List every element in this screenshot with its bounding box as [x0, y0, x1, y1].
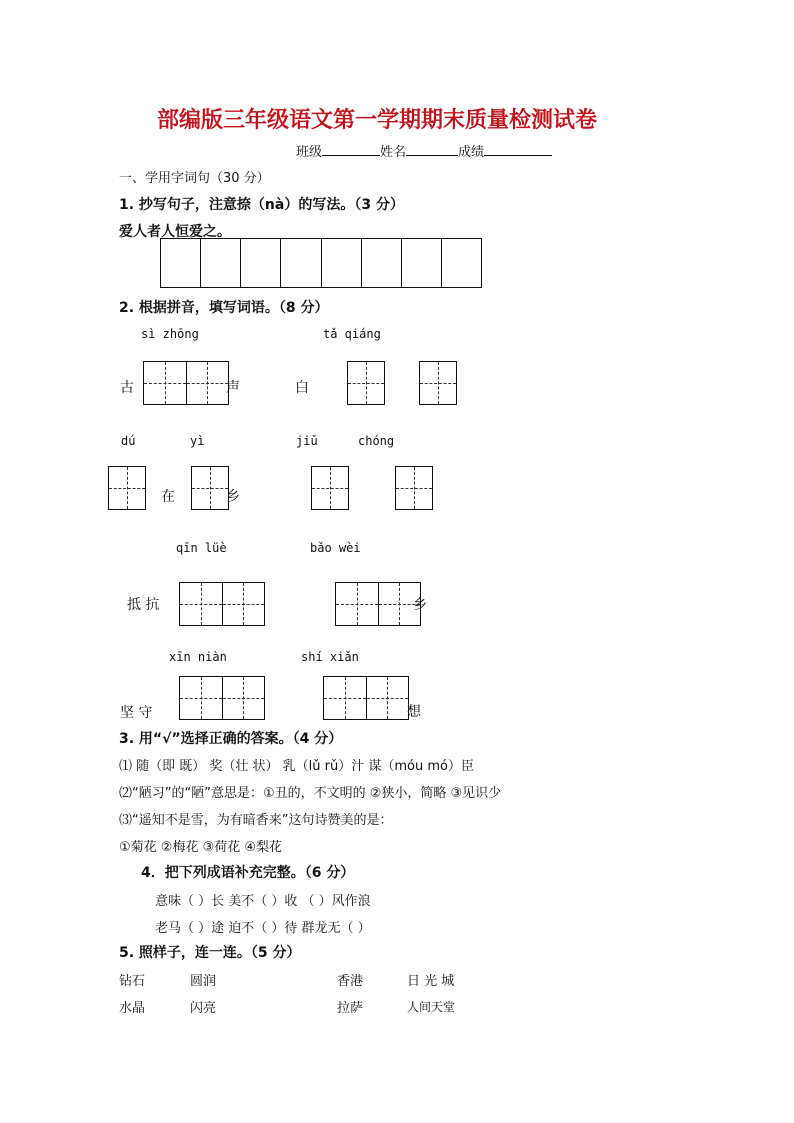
- tianzige-box[interactable]: [395, 466, 433, 510]
- match-item[interactable]: 闪亮: [190, 1001, 217, 1016]
- class-blank[interactable]: [322, 143, 380, 156]
- pinyin: xīn niàn: [169, 650, 227, 664]
- tianzige-box[interactable]: [179, 676, 265, 720]
- q3-options: ①菊花 ②梅花 ③荷花 ④梨花: [119, 840, 283, 855]
- copy-cell[interactable]: [241, 239, 281, 287]
- tianzige-cell[interactable]: [192, 467, 228, 509]
- tianzige-cell[interactable]: [223, 583, 265, 625]
- tianzige-box[interactable]: [179, 582, 265, 626]
- tianzige-box[interactable]: [311, 466, 349, 510]
- tianzige-cell[interactable]: [336, 583, 379, 625]
- tianzige-box[interactable]: [347, 361, 385, 405]
- copy-cell[interactable]: [362, 239, 402, 287]
- pinyin: shí xiǎn: [301, 650, 359, 664]
- tianzige-box[interactable]: [335, 582, 421, 626]
- match-item[interactable]: 日 光 城: [407, 974, 455, 989]
- tianzige-cell[interactable]: [109, 467, 145, 509]
- q3-item-2: ⑵“陋习”的“陋”意思是：①丑的，不文明的 ②狭小，简略 ③见识少: [119, 786, 502, 801]
- score-label: 成绩: [458, 145, 485, 160]
- pinyin: yì: [190, 434, 205, 448]
- copy-cell[interactable]: [442, 239, 481, 287]
- given-char: 声: [226, 380, 240, 396]
- given-char: 乡: [413, 597, 427, 613]
- pinyin: qīn lüè: [176, 541, 227, 555]
- tianzige-box[interactable]: [323, 676, 409, 720]
- student-info: [296, 141, 552, 160]
- q4-line-1: 意味（ ）长 美不（ ）收 （ ）风作浪: [155, 894, 371, 909]
- pinyin: sì zhōng: [141, 327, 199, 341]
- copy-cell[interactable]: [201, 239, 241, 287]
- q4-heading: 4．把下列成语补充完整。（6 分）: [141, 865, 355, 881]
- tianzige-box[interactable]: [108, 466, 146, 510]
- given-char: 在: [161, 489, 175, 505]
- q1-sentence: 爱人者人恒爱之。: [119, 224, 231, 240]
- tianzige-cell[interactable]: [187, 362, 229, 404]
- class-label: 班级: [296, 145, 323, 160]
- q5-heading: 5. 照样子，连一连。（5 分）: [119, 945, 301, 961]
- tianzige-cell[interactable]: [348, 362, 384, 404]
- copy-cell[interactable]: [322, 239, 362, 287]
- tianzige-cell[interactable]: [367, 677, 409, 719]
- tianzige-box[interactable]: [419, 361, 457, 405]
- match-item[interactable]: 圆润: [190, 974, 217, 989]
- copy-cell[interactable]: [281, 239, 321, 287]
- q4-line-2: 老马（ ）途 迫不（ ）待 群龙无（ ）: [155, 921, 371, 936]
- q3-heading: 3. 用“√”选择正确的答案。（4 分）: [119, 731, 343, 747]
- match-item[interactable]: 拉萨: [337, 1001, 364, 1016]
- pinyin: dú: [121, 434, 136, 448]
- section-heading: 一、学用字词句（30 分）: [119, 171, 270, 186]
- q3-item-3: ⑶“遥知不是雪，为有暗香来”这句诗赞美的是：: [119, 813, 393, 828]
- match-item[interactable]: 人间天堂: [407, 1000, 456, 1014]
- tianzige-cell[interactable]: [180, 677, 223, 719]
- copy-grid[interactable]: [160, 238, 482, 288]
- given-word: 坚 守: [120, 705, 153, 721]
- name-label: 姓名: [380, 145, 407, 160]
- tianzige-box[interactable]: [191, 466, 229, 510]
- given-char: 白: [295, 380, 309, 396]
- q3-item-1: ⑴ 随（即 既） 奖（壮 状） 乳（lǔ rǔ）汁 谋（móu mó）臣: [119, 759, 474, 774]
- tianzige-box[interactable]: [143, 361, 229, 405]
- tianzige-cell[interactable]: [312, 467, 348, 509]
- copy-cell[interactable]: [161, 239, 201, 287]
- copy-cell[interactable]: [402, 239, 442, 287]
- score-blank[interactable]: [484, 143, 552, 156]
- tianzige-cell[interactable]: [180, 583, 223, 625]
- tianzige-cell[interactable]: [223, 677, 265, 719]
- pinyin: chóng: [358, 434, 395, 448]
- tianzige-cell[interactable]: [396, 467, 432, 509]
- given-word: 抵 抗: [127, 597, 160, 613]
- given-char: 乡: [226, 489, 240, 505]
- given-char: 古: [120, 380, 134, 396]
- q2-heading: 2. 根据拼音，填写词语。（8 分）: [119, 300, 329, 316]
- name-blank[interactable]: [406, 143, 458, 156]
- match-item[interactable]: 水晶: [119, 1001, 146, 1016]
- match-item[interactable]: 香港: [337, 974, 364, 989]
- pinyin: jiǔ: [296, 434, 318, 448]
- given-char: 想: [407, 704, 421, 720]
- pinyin: bǎo wèi: [310, 541, 361, 555]
- match-item[interactable]: 钻石: [119, 974, 146, 989]
- page-title: 部编版三年级语文第一学期期末质量检测试卷: [157, 107, 598, 133]
- tianzige-cell[interactable]: [144, 362, 187, 404]
- pinyin: tǎ qiáng: [323, 327, 381, 341]
- tianzige-cell[interactable]: [324, 677, 367, 719]
- tianzige-cell[interactable]: [420, 362, 456, 404]
- q1-heading: 1. 抄写句子，注意捺（nà）的写法。（3 分）: [119, 197, 404, 213]
